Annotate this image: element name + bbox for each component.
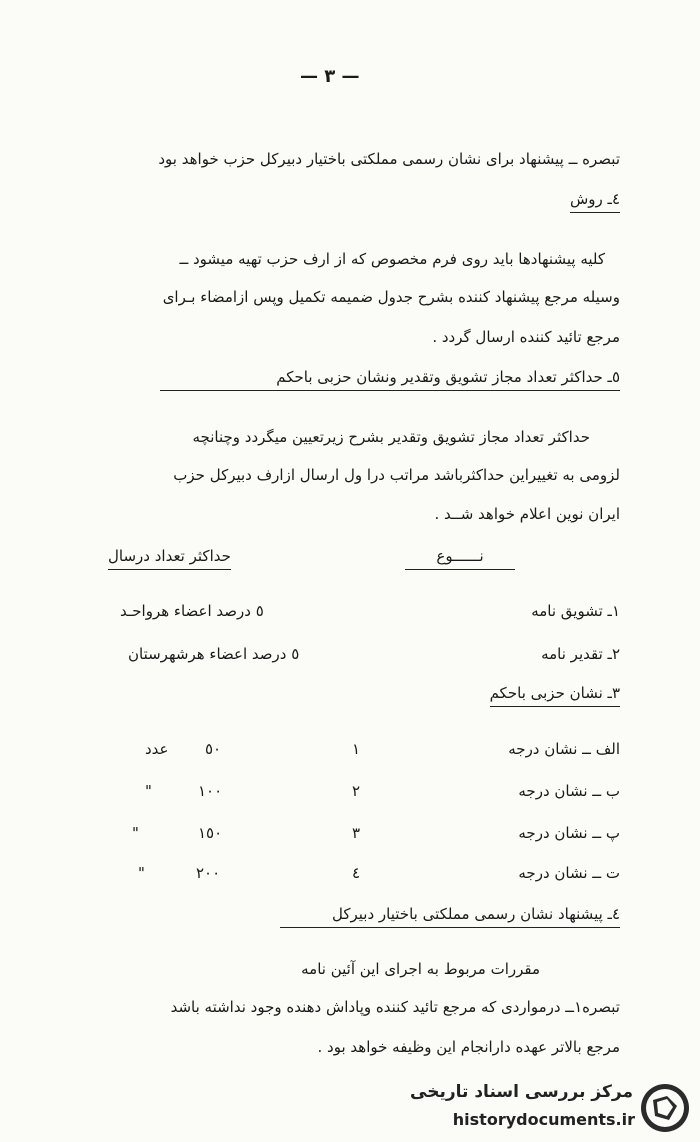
table-header-type: نــــــوع bbox=[405, 547, 515, 570]
badge-row-1-unit: عدد bbox=[145, 740, 169, 758]
watermark-url: historydocuments.ir bbox=[452, 1110, 635, 1129]
badge-row-4-label: ت ــ نشان درجه bbox=[518, 864, 620, 882]
badge-row-1-degree: ١ bbox=[352, 740, 361, 758]
badge-row-3-degree: ٣ bbox=[352, 824, 361, 842]
badge-row-1-count: ٥٠ bbox=[205, 740, 222, 758]
watermark-title: مرکز بررسی اسناد تاریخی bbox=[410, 1082, 633, 1102]
section-4b-title: ٤ـ پیشنهاد نشان رسمی مملکتی باختیار دبیرکل bbox=[280, 905, 620, 928]
para1-line2: وسیله مرجع پیشنهاد کننده بشرح جدول ضمیمه تکمیل وپس ازامضاء بـرای bbox=[162, 288, 620, 306]
badge-row-3-label: پ ــ نشان درجه bbox=[518, 824, 620, 842]
table-row-2-type: ٢ـ تقدیر نامه bbox=[541, 645, 620, 663]
para2-line2: لزومی به تغییراین حداکثرباشد مراتب درا ول ارسال ازارف دبیرکل حزب bbox=[173, 466, 620, 484]
badge-row-4-unit: " bbox=[138, 864, 146, 882]
page-number: — ٣ — bbox=[300, 66, 360, 87]
archive-logo-icon bbox=[639, 1082, 691, 1134]
badge-row-1-label: الف ــ نشان درجه bbox=[508, 740, 620, 758]
watermark bbox=[410, 1078, 695, 1138]
badge-row-2-unit: " bbox=[145, 782, 153, 800]
section-5-title: ٥ـ حداکثر تعداد مجاز تشویق وتقدیر ونشان حزبی باحکم bbox=[160, 368, 620, 391]
table-header-max: حداکثر تعداد درسال bbox=[108, 547, 231, 570]
regulations-title: مقررات مربوط به اجرای این آئین نامه bbox=[301, 960, 540, 978]
note-top: تبصره ــ پیشنهاد برای نشان رسمی مملکتی باختیار دبیرکل حزب خواهد بود bbox=[158, 150, 620, 168]
para2-line3: ایران نوین اعلام خواهد شــد . bbox=[434, 505, 620, 523]
badge-row-2-count: ١٠٠ bbox=[198, 782, 223, 800]
table-row-1-type: ١ـ تشویق نامه bbox=[531, 602, 620, 620]
note-bottom-line1: تبصره١ــ درمواردی که مرجع تائید کننده وپاداش دهنده وجود نداشته باشد bbox=[170, 998, 620, 1016]
section-4-title: ٤ـ روش bbox=[570, 190, 620, 213]
para1-line1: کلیه پیشنهادها باید روی فرم مخصوص که از ارف حزب تهیه میشود ــ bbox=[179, 250, 605, 268]
badge-row-2-degree: ٢ bbox=[352, 782, 361, 800]
badge-row-2-label: ب ــ نشان درجه bbox=[518, 782, 620, 800]
table-row-2-max: ٥ درصد اعضاء هرشهرستان bbox=[128, 645, 300, 663]
para1-line3: مرجع تائید کننده ارسال گردد . bbox=[432, 328, 620, 346]
para2-line1: حداکثر تعداد مجاز تشویق وتقدیر بشرح زیرتعیین میگردد وچنانچه bbox=[192, 428, 590, 446]
note-bottom-line2: مرجع بالاتر عهده دارانجام این وظیفه خواهد بود . bbox=[317, 1038, 620, 1056]
section-3-title: ٣ـ نشان حزبی باحکم bbox=[490, 684, 620, 707]
badge-row-3-unit: " bbox=[132, 824, 140, 842]
badge-row-3-count: ١٥٠ bbox=[198, 824, 223, 842]
badge-row-4-degree: ٤ bbox=[352, 864, 361, 882]
table-row-1-max: ٥ درصد اعضاء هرواحـد bbox=[120, 602, 264, 620]
badge-row-4-count: ٢٠٠ bbox=[196, 864, 221, 882]
